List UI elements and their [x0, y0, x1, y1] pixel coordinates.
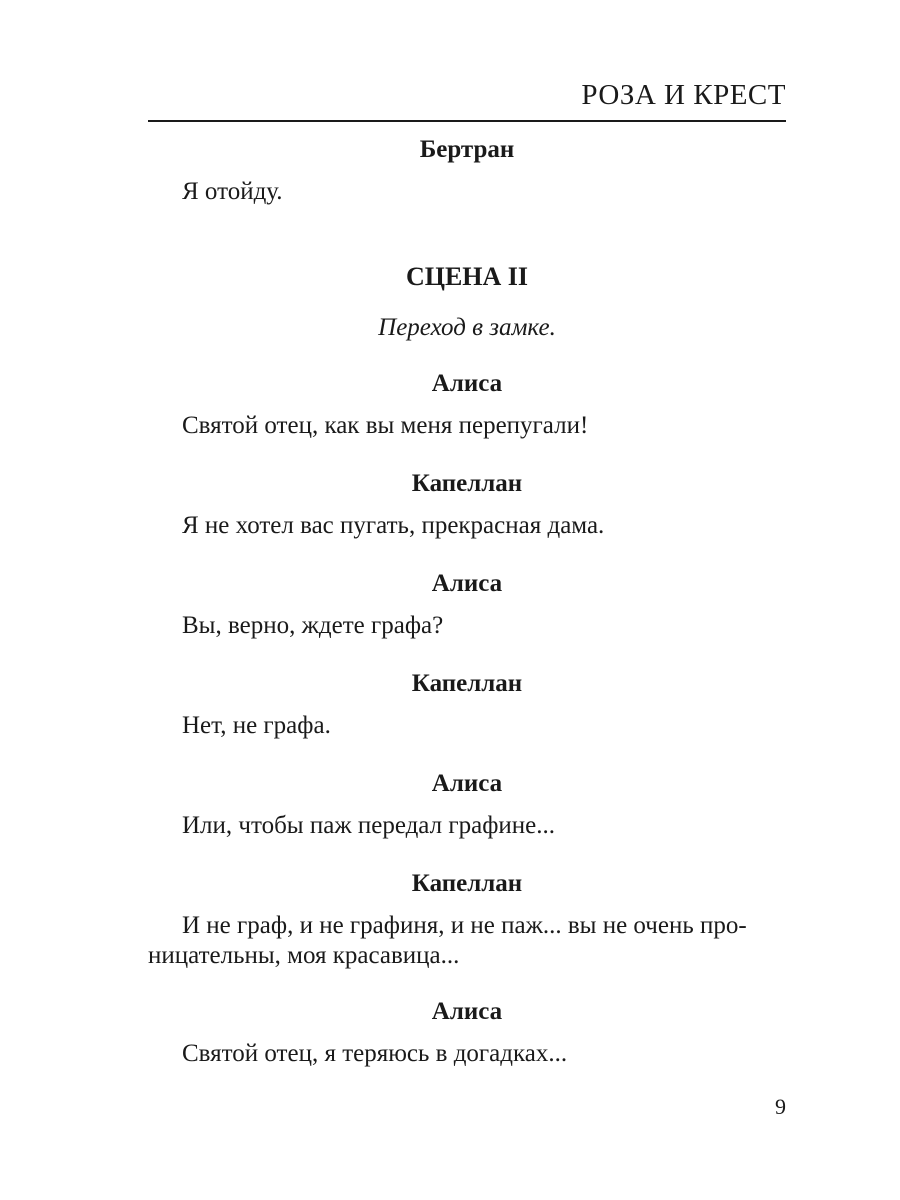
- dialogue-line: ницательны, моя красавица...: [148, 942, 460, 969]
- dialogue-line: Вы, верно, ждете графа?: [182, 612, 444, 639]
- book-title: РОЗА И КРЕСТ: [581, 79, 786, 111]
- dialogue-paragraph: [148, 911, 786, 971]
- speaker-name: Алиса: [431, 770, 503, 797]
- page-number: 9: [775, 1094, 786, 1119]
- speaker-name: Капеллан: [411, 470, 523, 497]
- speaker-name: Капеллан: [411, 670, 523, 697]
- dialogue-line: Святой отец, как вы меня перепугали!: [182, 412, 589, 439]
- dialogue-line: Или, чтобы паж передал графине...: [182, 812, 555, 839]
- speaker-name: Алиса: [431, 370, 503, 397]
- dialogue-line: И не граф, и не графиня, и не паж... вы не очень про-: [182, 912, 747, 939]
- dialogue-line: Я не хотел вас пугать, прекрасная дама.: [182, 512, 605, 539]
- stage-direction: Переход в замке.: [378, 314, 556, 341]
- scene-title: СЦЕНА II: [405, 262, 529, 291]
- running-head: [148, 74, 786, 122]
- dialogue-line: Я отойду.: [182, 178, 283, 205]
- dialogue-line: Нет, не графа.: [182, 712, 331, 739]
- speaker-name: Алиса: [431, 998, 503, 1025]
- dialogue-line: Святой отец, я теряюсь в догадках...: [182, 1040, 568, 1067]
- speaker-name: Капеллан: [411, 870, 523, 897]
- speaker-name: Алиса: [431, 570, 503, 597]
- speaker-name: Бертран: [419, 136, 515, 163]
